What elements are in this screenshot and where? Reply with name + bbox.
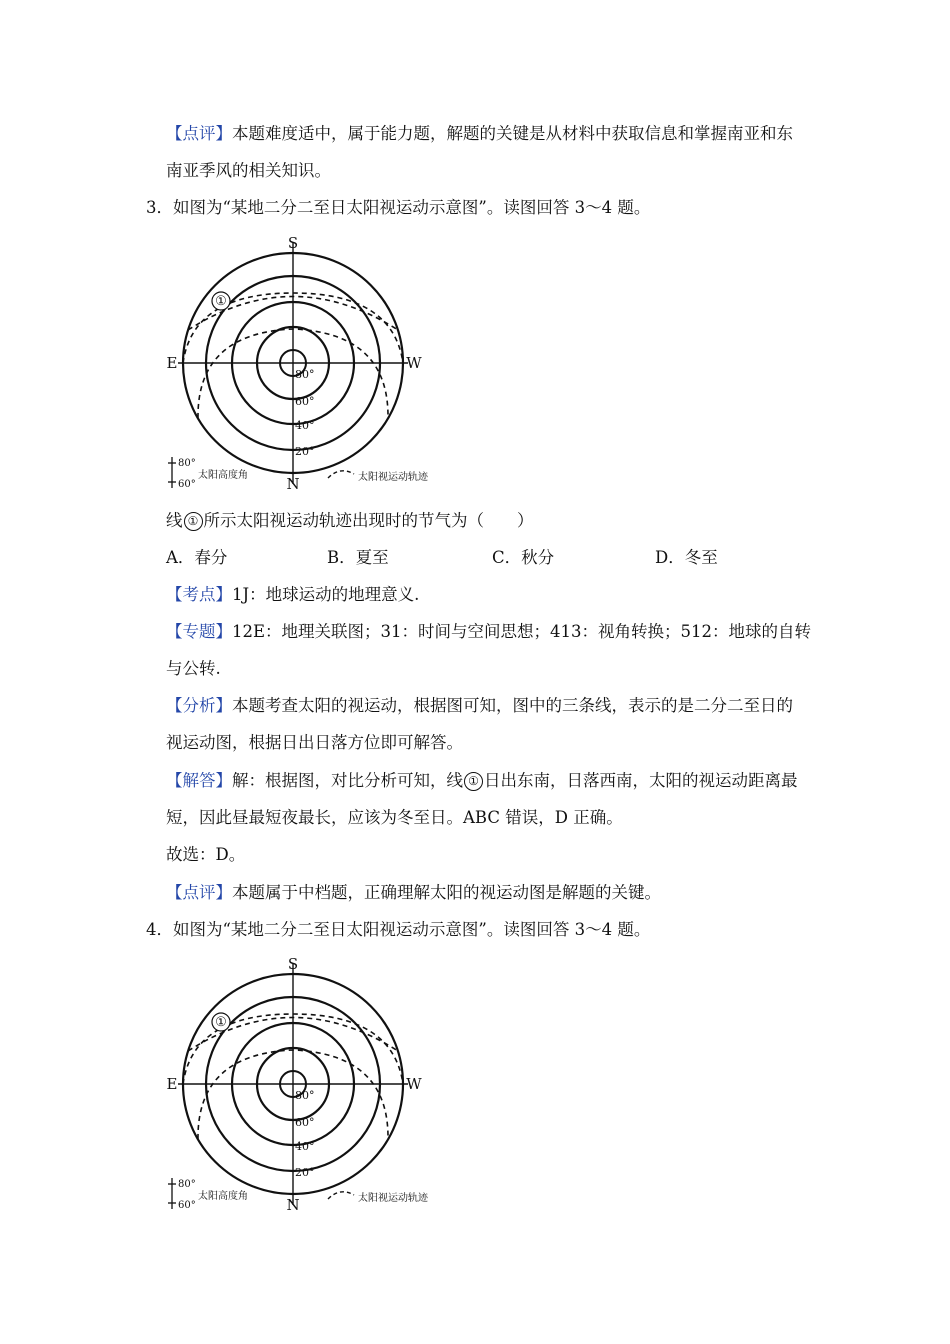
altitude-40-label: 40° [295, 1140, 315, 1153]
direction-w: W [406, 1075, 422, 1093]
q2-comment-text1: 本题难度适中，属于能力题，解题的关键是从材料中获取信息和掌握南亚和东 [232, 124, 793, 143]
q3-fenxi-line1 [166, 695, 793, 717]
legend-track-label: 太阳视运动轨迹 [358, 1193, 428, 1204]
direction-n: N [286, 475, 300, 493]
sun-path-diagram-2 [160, 953, 460, 1213]
sun-path-graphic [167, 234, 423, 493]
marker-label: ① [215, 294, 227, 309]
altitude-60-label: 60° [295, 1116, 315, 1129]
q3-jieda-line2 [166, 807, 623, 829]
q3-number: 3． [146, 198, 173, 217]
q3-fenxi-line2 [166, 732, 463, 754]
option-c[interactable]: C．秋分 [492, 548, 555, 567]
sun-path-diagram-1 [160, 232, 460, 492]
marker-1: ① [184, 512, 203, 531]
q3-stem [146, 197, 650, 219]
marker-2: ① [464, 772, 483, 791]
q4-number: 4． [146, 920, 173, 939]
legend-dash-sample [328, 1192, 354, 1199]
zhuanti-text1: 12E：地理关联图；31：时间与空间思想；413：视角转换；512：地球的自转 [232, 622, 812, 641]
sun-path-graphic [167, 955, 423, 1214]
fenxi-text1: 本题考查太阳的视运动，根据图可知，图中的三条线，表示的是二分二至日的 [232, 696, 793, 715]
jieda-pre: 解：根据图，对比分析可知，线 [232, 771, 463, 790]
direction-w: W [406, 354, 422, 372]
q3-question-pre: 线 [166, 511, 183, 530]
direction-e: E [166, 354, 178, 372]
q4-stem [146, 919, 650, 941]
legend-track-label: 太阳视运动轨迹 [358, 472, 428, 483]
q3-question-post: 所示太阳视运动轨迹出现时的节气为（ ） [203, 511, 534, 530]
legend-80: 80° [178, 1179, 196, 1190]
direction-e: E [166, 1075, 178, 1093]
direction-s: S [287, 955, 299, 973]
legend-altitude-label: 太阳高度角 [198, 470, 248, 481]
q2-comment-line1 [166, 123, 793, 145]
legend-80: 80° [178, 458, 196, 469]
fenxi-tag: 【分析】 [166, 696, 232, 715]
q4-stem-text: 如图为“某地二分二至日太阳视运动示意图”。读图回答 3～4 题。 [173, 920, 651, 939]
q3-question [166, 510, 534, 532]
altitude-60-label: 60° [295, 395, 315, 408]
zhuanti-text2: 与公转. [166, 659, 221, 678]
jieda-choice: 故选：D。 [166, 845, 246, 864]
altitude-20-label: 20° [295, 1166, 315, 1179]
dianping-tag: 【点评】 [166, 883, 232, 902]
direction-s: S [287, 234, 299, 252]
marker-label: ① [215, 1015, 227, 1030]
fenxi-text2: 视运动图，根据日出日落方位即可解答。 [166, 733, 463, 752]
altitude-40-label: 40° [295, 419, 315, 432]
q2-comment-text2: 南亚季风的相关知识。 [166, 161, 331, 180]
altitude-20-label: 20° [295, 445, 315, 458]
kaodian-text: 1J：地球运动的地理意义. [232, 585, 420, 604]
legend-60: 60° [178, 1200, 196, 1211]
legend-dash-sample [328, 471, 354, 478]
q2-comment-tag: 【点评】 [166, 124, 232, 143]
q2-comment-line2 [166, 160, 331, 182]
dianping-text: 本题属于中档题，正确理解太阳的视运动图是解题的关键。 [232, 883, 661, 902]
jieda-tag: 【解答】 [166, 771, 232, 790]
legend-60: 60° [178, 479, 196, 490]
jieda-text2: 短，因此昼最短夜最长，应该为冬至日。ABC 错误，D 正确。 [166, 808, 623, 827]
option-b[interactable]: B．夏至 [327, 548, 389, 567]
zhuanti-tag: 【专题】 [166, 622, 232, 641]
altitude-80-label: 80° [295, 1089, 315, 1102]
altitude-80-label: 80° [295, 368, 315, 381]
option-d[interactable]: D．冬至 [655, 548, 718, 567]
q3-stem-text: 如图为“某地二分二至日太阳视运动示意图”。读图回答 3～4 题。 [173, 198, 651, 217]
direction-n: N [286, 1196, 300, 1214]
q3-zhuanti-line2 [166, 658, 221, 680]
jieda-post: 日出东南，日落西南，太阳的视运动距离最 [484, 771, 798, 790]
kaodian-tag: 【考点】 [166, 585, 232, 604]
q3-zhuanti-line1 [166, 621, 811, 643]
q3-kaodian [166, 584, 419, 606]
q3-choice [166, 844, 245, 866]
q3-dianping [166, 882, 661, 904]
q3-jieda-line1 [166, 770, 798, 792]
legend-altitude-label: 太阳高度角 [198, 1191, 248, 1202]
option-a[interactable]: A．春分 [166, 548, 228, 567]
